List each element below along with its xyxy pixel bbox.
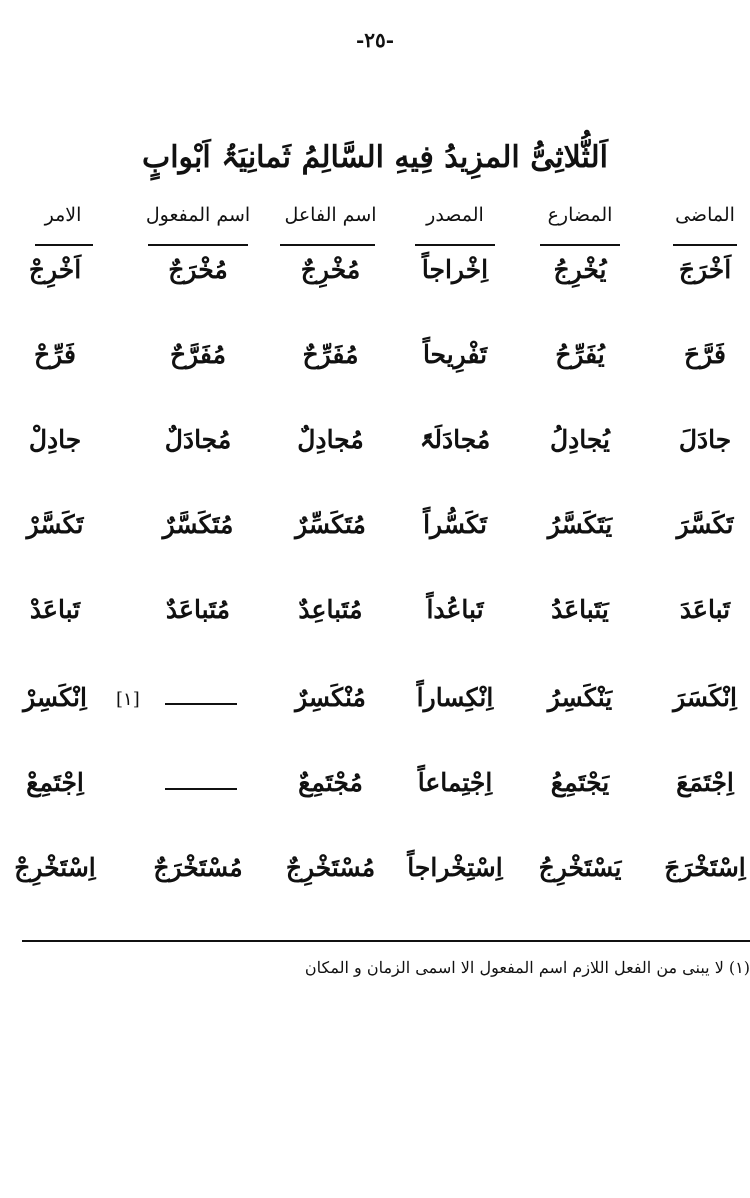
cell-masdar: مُجادَلَۃً <box>419 425 491 454</box>
header-rule-ism-maful <box>148 244 248 246</box>
cell-ism-maful: مُتَکَسَّرٌ <box>162 510 234 539</box>
cell-ism-fail: مُخْرِجٌ <box>300 255 361 284</box>
header-rule-ism-fail <box>280 244 375 246</box>
cell-ism-maful: مُخْرَجٌ <box>168 255 228 284</box>
cell-ism-fail: مُسْتَخْرِجٌ <box>285 853 376 882</box>
cell-mudari: یُفَرِّحُ <box>555 340 605 369</box>
cell-ism-maful: مُفَرَّحٌ <box>170 340 226 369</box>
page-title: اَلثُّلاثِیُّ المزِیدُ فِیهِ السَّالِمُ ثَمانِیَۃُ اَبْوابٍ <box>141 140 608 175</box>
page-number: -٢٥- <box>355 28 395 52</box>
cell-masdar: تَباعُداً <box>426 595 484 624</box>
cell-mudari: یَجْتَمِعُ <box>550 768 610 797</box>
cell-masdar: اِجْتِماعاً <box>417 768 493 797</box>
header-mudari: المضارع <box>547 204 613 226</box>
cell-ism-fail: مُفَرِّحٌ <box>302 340 359 369</box>
header-rule-madi <box>673 244 737 246</box>
cell-masdar: تَکَسُّراً <box>423 510 487 539</box>
header-masdar: المصدر <box>426 204 484 226</box>
cell-amr: تَباعَدْ <box>29 595 81 624</box>
cell-masdar: اِخْراجاً <box>421 255 489 284</box>
header-amr: الامر <box>44 204 82 226</box>
cell-amr: اِجْتَمِعْ <box>26 768 84 797</box>
cell-mudari: یَتَباعَدُ <box>551 595 609 624</box>
empty-cell-dash <box>165 788 237 790</box>
cell-masdar: اِسْتِخْراجاً <box>407 853 503 882</box>
cell-madi: تَکَسَّرَ <box>676 510 734 539</box>
cell-madi: تَباعَدَ <box>679 595 731 624</box>
empty-cell-dash <box>165 703 237 705</box>
cell-ism-fail: مُجْتَمِعٌ <box>298 768 363 797</box>
cell-masdar: اِنْکِساراً <box>416 683 494 712</box>
header-ism-fail: اسم الفاعل <box>284 204 377 226</box>
footnote-marker: [١] <box>116 689 140 710</box>
cell-mudari: یَنْکَسِرُ <box>547 683 613 712</box>
cell-amr: اِنْکَسِرْ <box>23 683 87 712</box>
cell-madi: اَخْرَجَ <box>678 255 732 284</box>
cell-ism-fail: مُجادِلٌ <box>297 425 364 454</box>
cell-ism-fail: مُتَباعِدٌ <box>298 595 363 624</box>
cell-amr: تَکَسَّرْ <box>26 510 84 539</box>
cell-mudari: یُجادِلُ <box>549 425 610 454</box>
header-rule-amr <box>35 244 93 246</box>
cell-amr: فَرِّحْ <box>34 340 76 369</box>
cell-ism-fail: مُنْکَسِرٌ <box>295 683 366 712</box>
cell-madi: اِجْتَمَعَ <box>676 768 734 797</box>
cell-ism-maful: مُتَباعَدٌ <box>165 595 231 624</box>
cell-madi: جادَلَ <box>678 425 732 454</box>
cell-mudari: یَسْتَخْرِجُ <box>538 853 622 882</box>
cell-amr: اِسْتَخْرِجْ <box>14 853 96 882</box>
cell-madi: اِسْتَخْرَجَ <box>664 853 746 882</box>
cell-ism-fail: مُتَکَسِّرٌ <box>295 510 366 539</box>
footnote-rule <box>22 940 750 942</box>
cell-madi: فَرَّحَ <box>684 340 726 369</box>
cell-madi: اِنْکَسَرَ <box>673 683 737 712</box>
cell-mudari: یُخْرِجُ <box>553 255 607 284</box>
header-madi: الماضی <box>675 204 735 226</box>
header-rule-masdar <box>415 244 495 246</box>
header-rule-mudari <box>540 244 620 246</box>
cell-amr: جادِلْ <box>28 425 82 454</box>
cell-masdar: تَفْرِیحاً <box>422 340 488 369</box>
header-ism-maful: اسم المفعول <box>145 204 251 226</box>
cell-ism-maful: مُجادَلٌ <box>164 425 232 454</box>
footnote: (١) لا یبنی من الفعل اللازم اسم المفعول الا اسمی الزمان و المکان <box>304 958 750 977</box>
cell-ism-maful: مُسْتَخْرَجٌ <box>153 853 243 882</box>
cell-amr: اَخْرِجْ <box>28 255 82 284</box>
cell-mudari: یَتَکَسَّرُ <box>547 510 613 539</box>
